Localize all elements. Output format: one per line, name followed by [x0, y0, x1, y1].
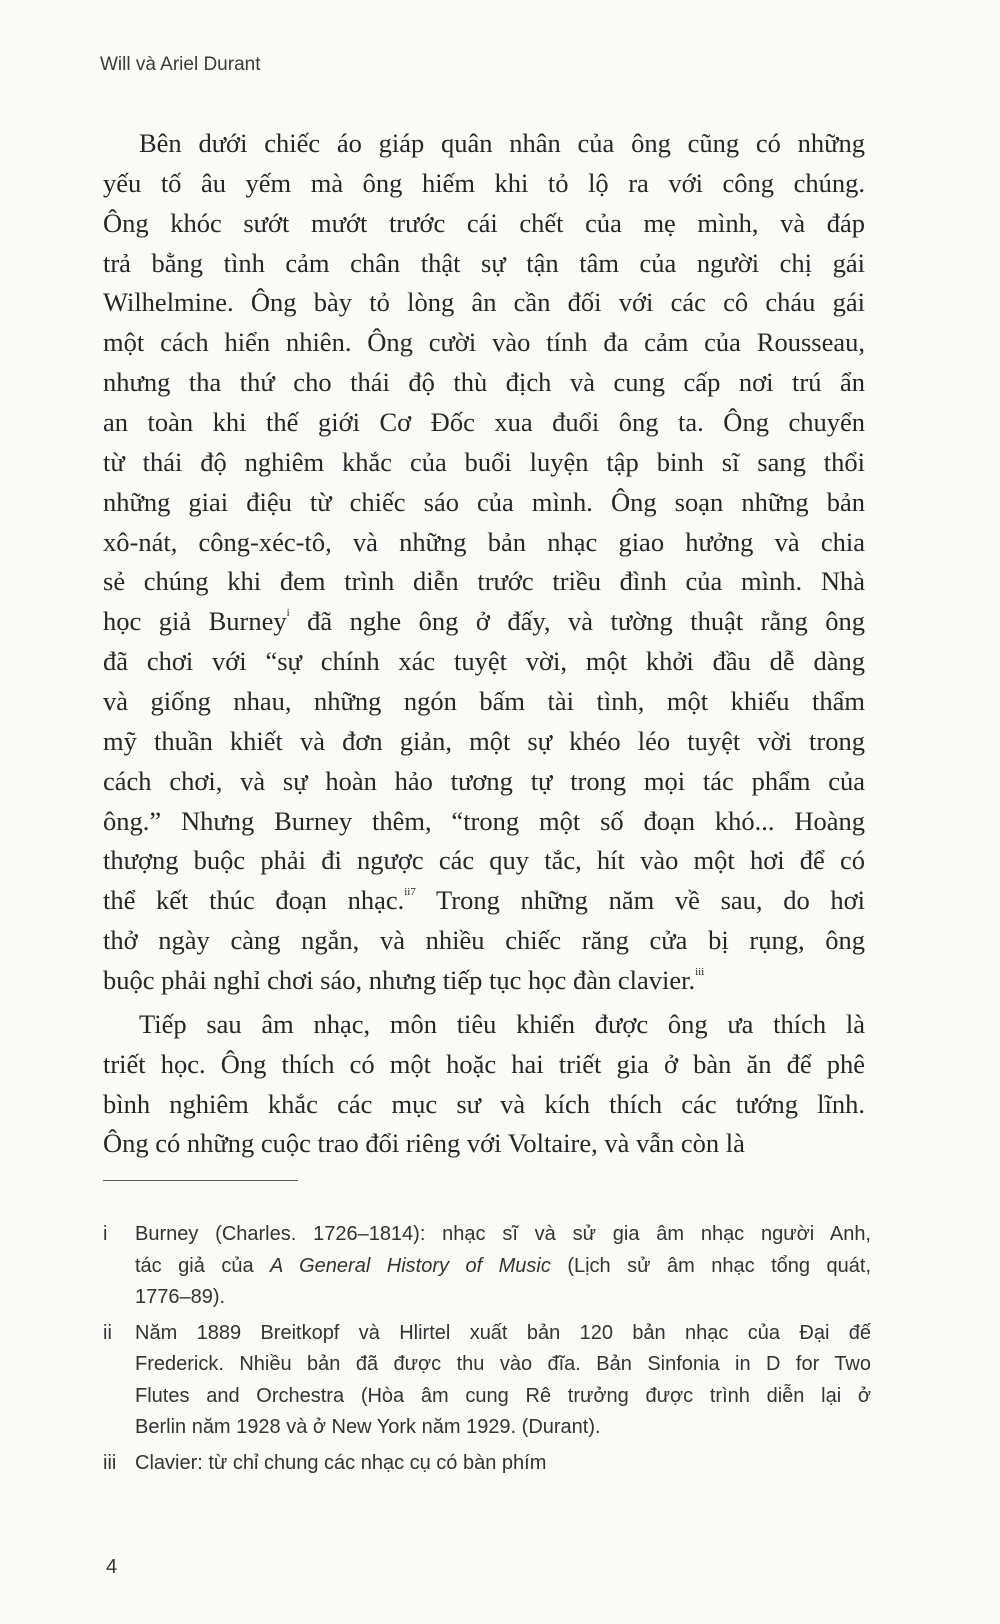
line-text: Bên dưới chiếc áo giáp quân nhân của ông cũng có những: [139, 128, 865, 158]
line-text: cách chơi, và sự hoàn hảo tương tự trong mọi tác phẩm của: [103, 765, 865, 796]
text-line: [103, 1045, 865, 1085]
text-line: [103, 1005, 865, 1045]
line-text: từ thái độ nghiêm khắc của buổi luyện tập binh sĩ sang thổi: [103, 446, 865, 477]
footnote-line: [135, 1251, 871, 1283]
line-text: ông.” Nhưng Burney thêm, “trong một số đoạn khó... Hoàng: [103, 805, 865, 836]
line-text: Tiếp sau âm nhạc, môn tiêu khiển được ông ưa thích là: [139, 1008, 865, 1039]
line-text: sẻ chúng khi đem trình diễn trước triều đình của mình. Nhà: [103, 566, 865, 597]
line-text: học giả Burney: [103, 606, 287, 637]
line-text: Ông có những cuộc trao đổi riêng với Voltaire, và vẫn còn là: [103, 1128, 745, 1159]
text-line: [103, 244, 865, 284]
text-line: [103, 722, 865, 762]
line-text: bình nghiêm khắc các mục sư và kích thích các tướng lĩnh.: [103, 1088, 865, 1119]
line-text: đã chơi với “sự chính xác tuyệt vời, một khởi đầu dễ dàng: [103, 646, 865, 677]
text-line: [103, 403, 865, 443]
body-text: [103, 124, 865, 1164]
line-text: buộc phải nghỉ chơi sáo, nhưng tiếp tục học đàn clavier.: [103, 965, 696, 996]
text-line: [103, 682, 865, 722]
footnote-ref: i: [286, 607, 290, 620]
running-header: Will và Ariel Durant: [100, 54, 261, 75]
footnote-ref: ii7: [404, 886, 416, 899]
footnote: [103, 1219, 871, 1314]
footnote-text: Burney (Charles. 1726–1814): nhạc sĩ và sử gia âm nhạc người Anh,: [135, 1223, 871, 1245]
footnote-text: Flutes and Orchestra (Hòa âm cung Rê trưởng được trình diễn lại ở: [135, 1384, 871, 1407]
text-line: [103, 881, 865, 921]
line-text: mỹ thuần khiết và đơn giản, một sự khéo léo tuyệt vời trong: [103, 725, 865, 756]
page-number: 4: [106, 1556, 118, 1578]
text-line: [103, 124, 865, 164]
text-line: [103, 1085, 865, 1125]
footnote-divider: [103, 1180, 298, 1181]
footnote-marker: iii: [103, 1451, 117, 1474]
footnote-text: Berlin năm 1928 và ở New York năm 1929. (Durant).: [135, 1416, 601, 1438]
line-text: một cách hiển nhiên. Ông cười vào tính đa cảm của Rousseau,: [103, 327, 865, 358]
text-line: [103, 363, 865, 403]
footnote-line: [135, 1412, 871, 1444]
footnote-line: [135, 1448, 871, 1480]
footnote-text: (Lịch sử âm nhạc tổng quát,: [550, 1254, 871, 1277]
footnote-ref: iii: [695, 966, 705, 979]
text-line: [103, 762, 865, 802]
footnote: [103, 1318, 871, 1444]
footnotes: [103, 1219, 871, 1483]
line-text: thượng buộc phải đi ngược các quy tắc, hít vào một hơi để có: [103, 845, 865, 876]
line-text: trả bằng tình cảm chân thật sự tận tâm của người chị gái: [103, 247, 865, 278]
line-text: Ông khóc sướt mướt trước cái chết của mẹ mình, và đáp: [103, 207, 865, 238]
book-title: A General History of Music: [270, 1254, 551, 1277]
paragraph: [103, 124, 865, 1001]
footnote-line: [135, 1349, 871, 1381]
text-line: [103, 323, 865, 363]
footnote-text: Năm 1889 Breitkopf và Hlirtel xuất bản 120 bản nhạc của Đại đế: [135, 1321, 871, 1344]
footnote-line: [135, 1318, 871, 1350]
text-line: [103, 164, 865, 204]
footnote-text: Frederick. Nhiều bản đã được thu vào đĩa. Bản Sinfonia in D for Two: [135, 1353, 871, 1375]
text-line: [103, 841, 865, 881]
text-line: [103, 523, 865, 563]
text-line: [103, 921, 865, 961]
footnote-marker: ii: [103, 1321, 112, 1344]
line-text: những giai điệu từ chiếc sáo của mình. Ông soạn những bản: [103, 486, 865, 517]
footnote-line: [135, 1219, 871, 1251]
footnote-text: 1776–89).: [135, 1286, 226, 1308]
text-line: [103, 802, 865, 842]
footnote-line: [135, 1282, 871, 1314]
line-text: thở ngày càng ngắn, và nhiều chiếc răng cửa bị rụng, ông: [103, 925, 865, 956]
footnote-text: tác giả của: [135, 1254, 271, 1277]
text-line: [103, 562, 865, 602]
text-line: [103, 602, 865, 642]
footnote-line: [135, 1381, 871, 1413]
line-text: thể kết thúc đoạn nhạc.: [103, 885, 405, 916]
text-line: [103, 483, 865, 523]
line-text: và giống nhau, những ngón bấm tài tình, một khiếu thẩm: [103, 686, 865, 717]
text-line: [103, 283, 865, 323]
line-text: đã nghe ông ở đấy, và tường thuật rằng ông: [289, 606, 865, 637]
line-text: an toàn khi thế giới Cơ Đốc xua đuổi ông ta. Ông chuyển: [103, 407, 865, 438]
text-line: [103, 642, 865, 682]
line-text: xô-nát, công-xéc-tô, và những bản nhạc giao hưởng và chia: [103, 526, 865, 557]
line-text: Wilhelmine. Ông bày tỏ lòng ân cần đối với các cô cháu gái: [103, 287, 865, 318]
line-text: triết học. Ông thích có một hoặc hai triết gia ở bàn ăn để phê: [103, 1048, 865, 1079]
line-text: yếu tố âu yếm mà ông hiếm khi tỏ lộ ra với công chúng.: [103, 167, 865, 198]
text-line: [103, 204, 865, 244]
footnote-marker: i: [103, 1223, 108, 1245]
line-text: nhưng tha thứ cho thái độ thù địch và cung cấp nơi trú ẩn: [103, 367, 865, 398]
text-line: [103, 1124, 865, 1164]
footnote: [103, 1448, 871, 1480]
footnote-text: Clavier: từ chỉ chung các nhạc cụ có bàn phím: [135, 1451, 547, 1474]
line-text: Trong những năm về sau, do hơi: [415, 885, 865, 916]
paragraph: [103, 1005, 865, 1164]
text-line: [103, 443, 865, 483]
text-line: [103, 961, 865, 1001]
